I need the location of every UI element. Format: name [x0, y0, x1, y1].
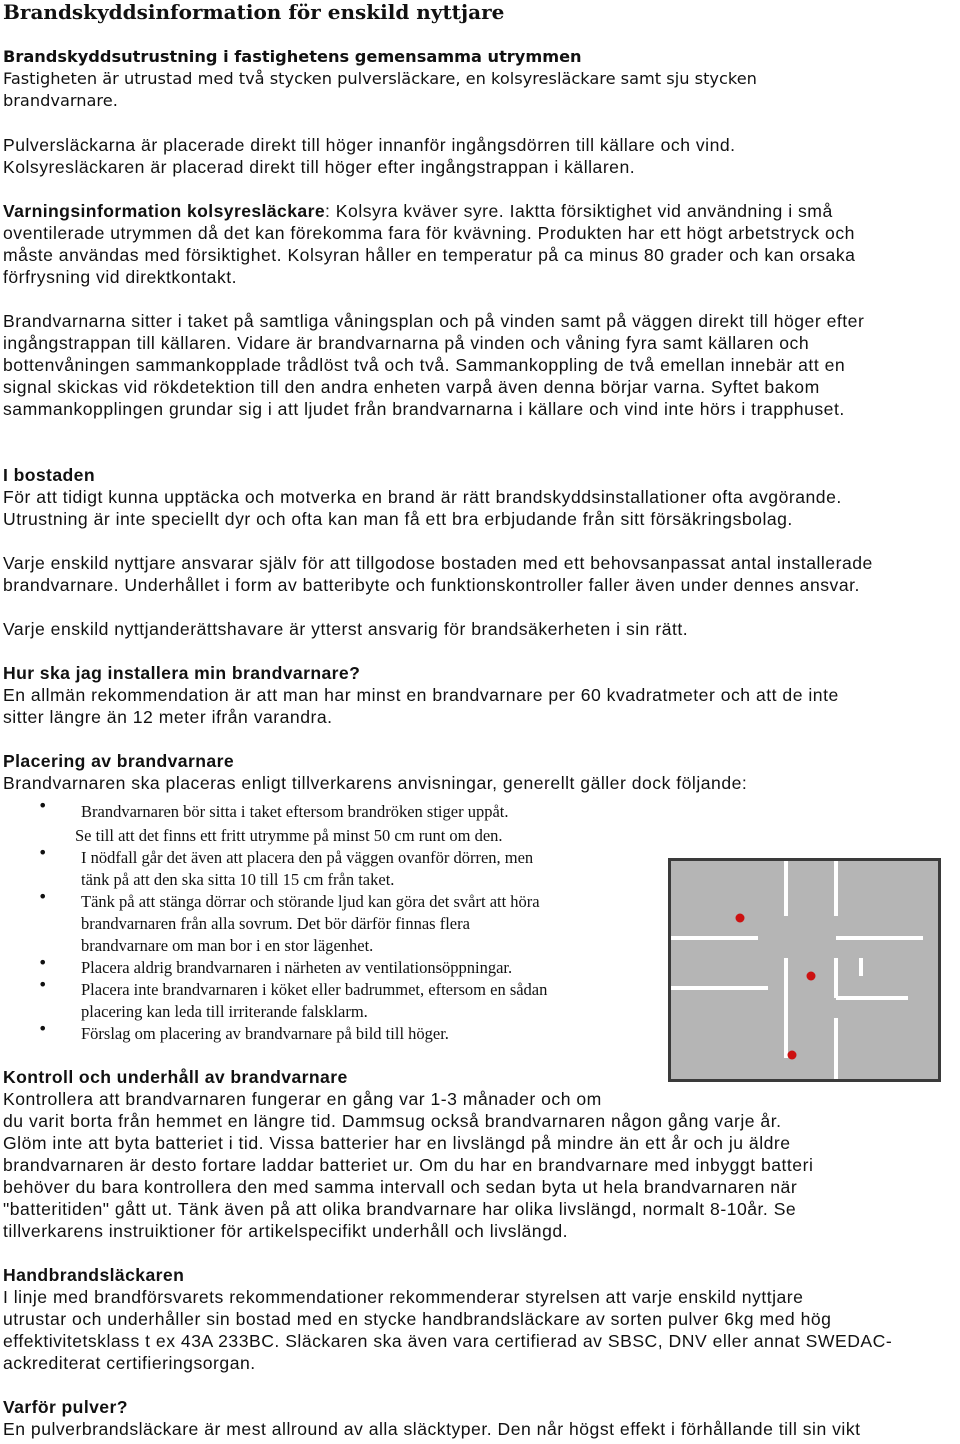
paragraph-line: oventilerade utrymmen då det kan förekomma fara för kvävning. Produkten har ett högt arbetstryck och	[3, 223, 855, 243]
section-heading-equipment: Brandskyddsutrustning i fastighetens gemensamma utrymmen	[3, 47, 582, 66]
page-title: Brandskyddsinformation för enskild nyttjare	[3, 0, 505, 24]
list-item-continuation: tänk på att den ska sitta 10 till 15 cm från taket.	[81, 870, 395, 889]
paragraph-line: Utrustning är inte speciellt dyr och ofta kan man få ett bra erbjudande från sitt försäkringsbolag.	[3, 509, 793, 529]
list-item-continuation: placering kan leda till irriterande falsklarm.	[81, 1002, 368, 1021]
bullet-icon: •	[38, 953, 48, 972]
bullet-icon: •	[38, 975, 48, 994]
paragraph-line: I linje med brandförsvarets rekommendationer rekommenderar styrelsen att varje enskild nyttjare	[3, 1287, 804, 1307]
section-heading-control: Kontroll och underhåll av brandvarnare	[3, 1067, 348, 1087]
paragraph-line: En pulverbrandsläckare är mest allround av alla släcktyper. Den når högst effekt i förhållande till sin vikt	[3, 1419, 861, 1439]
paragraph-line: signal skickas vid rökdetektion till den andra enheten varpå även denna börjar varna. Syftet bakom	[3, 377, 820, 397]
warning-text: : Kolsyra kväver syre. Iaktta försiktighet vid användning i små	[325, 201, 833, 221]
smoke-detector-marker	[736, 914, 745, 923]
list-item-continuation: brandvarnaren från alla sovrum. Det bör därför finnas flera	[81, 914, 470, 933]
paragraph-line: Glöm inte att byta batteriet i tid. Vissa batterier har en livslängd på mindre än ett år och ju äldre	[3, 1133, 791, 1153]
list-item: I nödfall går det även att placera den på väggen ovanför dörren, men	[81, 848, 534, 867]
paragraph-line: "batteritiden" gått ut. Tänk även på att olika brandvarnare har olika livslängd, normalt 8-10år. Se	[3, 1199, 797, 1219]
section-heading-powder: Varför pulver?	[3, 1397, 128, 1417]
paragraph-line: bottenvåningen sammankopplade trådlöst två och två. Sammankoppling de två emellan innebär att en	[3, 355, 846, 375]
bullet-icon: •	[38, 843, 48, 862]
section-heading-home: I bostaden	[3, 465, 95, 485]
paragraph-line: effektivitetsklass t ex 43A 233BC. Släckaren ska även vara certifierad av SBSC, DNV eller annat SWEDAC-	[3, 1331, 893, 1351]
paragraph-line: behöver du bara kontrollera den med samma intervall och sedan byta ut hela brandvarnaren när	[3, 1177, 798, 1197]
paragraph-line: förfrysning vid direktkontakt.	[3, 267, 238, 287]
paragraph-line: Brandvarnaren ska placeras enligt tillverkarens anvisningar, generellt gäller dock följande:	[3, 773, 748, 793]
warning-line	[3, 200, 833, 222]
section-heading-install: Hur ska jag installera min brandvarnare?	[3, 663, 361, 683]
list-item: Tänk på att stänga dörrar och störande ljud kan göra det svårt att höra	[81, 892, 540, 911]
paragraph-line: ackrediterat certifieringsorgan.	[3, 1353, 256, 1373]
paragraph-line: För att tidigt kunna upptäcka och motverka en brand är rätt brandskyddsinstallationer ofta avgörande.	[3, 487, 842, 507]
floorplan-floor	[671, 861, 938, 1079]
paragraph-line: Kontrollera att brandvarnaren fungerar en gång var 1-3 månader och om	[3, 1089, 602, 1109]
list-item: Brandvarnaren bör sitta i taket eftersom brandröken stiger uppåt.	[81, 802, 509, 821]
bullet-icon: •	[38, 887, 48, 906]
paragraph-line: sammankopplingen grundar sig i att ljudet från brandvarnarna i källare och vind inte hörs i trapphuset.	[3, 399, 845, 419]
list-item-continuation: Se till att det finns ett fritt utrymme på minst 50 cm runt om den.	[75, 826, 503, 845]
list-item: Placera aldrig brandvarnaren i närheten av ventilationsöppningar.	[81, 958, 513, 977]
list-item-continuation: brandvarnare om man bor i en stor lägenhet.	[81, 936, 374, 955]
list-item: Förslag om placering av brandvarnare på bild till höger.	[81, 1024, 449, 1043]
floorplan-diagram-icon	[668, 858, 941, 1082]
paragraph-line: Brandvarnarna sitter i taket på samtliga våningsplan och på vinden samt på väggen direkt till höger efter	[3, 311, 865, 331]
paragraph-line: Varje enskild nyttjare ansvarar själv för att tillgodose bostaden med ett behovsanpassat antal installerade	[3, 553, 873, 573]
paragraph-line: tillverkarens instruiktioner för artikelspecifikt underhåll och livslängd.	[3, 1221, 569, 1241]
bullet-icon: •	[38, 796, 48, 815]
paragraph-line: sitter längre än 12 meter ifrån varandra.	[3, 707, 333, 727]
paragraph-line: brandvarnaren är desto fortare laddar batteriet ur. Om du har en brandvarnare med inbyggt batteri	[3, 1155, 814, 1175]
paragraph-line: Kolsyresläckaren är placerad direkt till höger efter ingångstrappan i källaren.	[3, 157, 636, 177]
list-item: Placera inte brandvarnaren i köket eller badrummet, eftersom en sådan	[81, 980, 548, 999]
paragraph-line: Pulversläckarna är placerade direkt till höger innanför ingångsdörren till källare och vind.	[3, 135, 736, 155]
paragraph-line: En allmän rekommendation är att man har minst en brandvarnare per 60 kvadratmeter och att de inte	[3, 685, 839, 705]
paragraph-line: brandvarnare. Underhållet i form av batteribyte och funktionskontroller faller även under dennes ansvar.	[3, 575, 860, 595]
paragraph-line: brandvarnare.	[3, 91, 118, 110]
paragraph-line: Fastigheten är utrustad med två stycken pulversläckare, en kolsyresläckare samt sju stycken	[3, 69, 757, 88]
paragraph-line: du varit borta från hemmet en längre tid. Dammsug också brandvarnaren någon gång varje år.	[3, 1111, 782, 1131]
smoke-detector-marker	[788, 1051, 797, 1060]
bullet-icon: •	[38, 1019, 48, 1038]
paragraph-line: Varje enskild nyttjanderättshavare är ytterst ansvarig för brandsäkerheten i sin rätt.	[3, 619, 689, 639]
warning-label: Varningsinformation kolsyresläckare	[3, 201, 326, 221]
section-heading-placement: Placering av brandvarnare	[3, 751, 235, 771]
paragraph-line: måste användas med försiktighet. Kolsyran håller en temperatur på ca minus 80 grader och kan orsaka	[3, 245, 856, 265]
paragraph-line: ingångstrappan till källaren. Vidare är brandvarnarna på vinden och våning fyra samt källaren och	[3, 333, 810, 353]
section-heading-extinguisher: Handbrandsläckaren	[3, 1265, 185, 1285]
smoke-detector-marker	[807, 972, 816, 981]
paragraph-line: utrustar och underhåller sin bostad med en stycke handbrandsläckare av sorten pulver 6kg med hög	[3, 1309, 832, 1329]
